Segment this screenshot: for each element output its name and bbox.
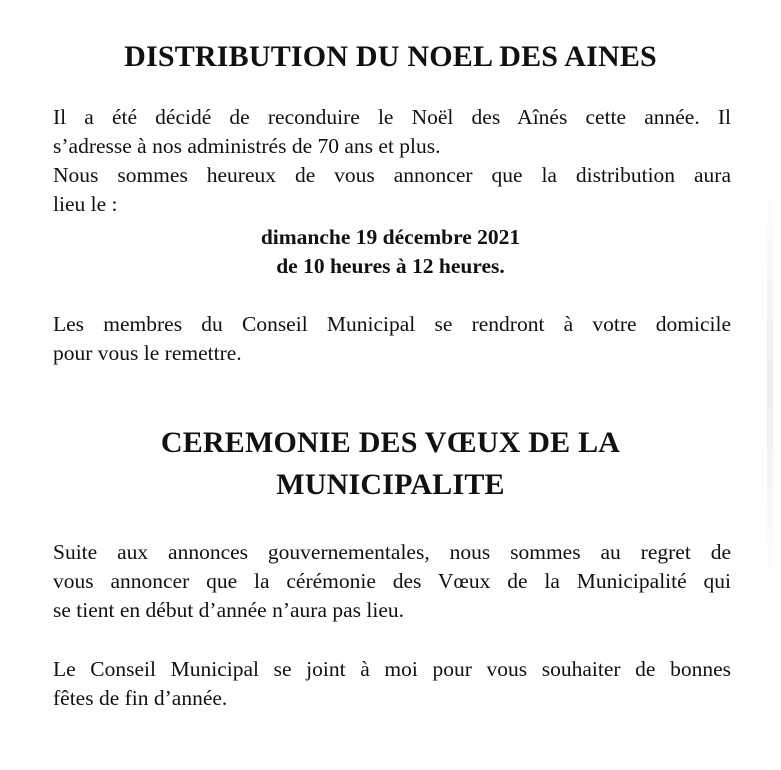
- event-schedule: [0, 223, 781, 281]
- paragraph-noel-delivery: [53, 310, 731, 368]
- event-hours: de 10 heures à 12 heures.: [276, 254, 505, 278]
- text-line: Nous sommes heureux de vous annoncer que la distribution aura: [53, 163, 731, 187]
- text-line: Les membres du Conseil Municipal se rendront à votre domicile: [53, 312, 731, 336]
- text-line: Suite aux annonces gouvernementales, nous sommes au regret de: [53, 540, 731, 564]
- text-line: Il a été décidé de reconduire le Noël des Aînés cette année. Il: [53, 105, 731, 129]
- text-line: s’adresse à nos administrés de 70 ans et plus.: [53, 134, 441, 158]
- paragraph-noel-intro: [53, 103, 731, 219]
- text-line: vous annoncer que la cérémonie des Vœux de la Municipalité qui: [53, 569, 731, 593]
- scan-edge-shadow: [767, 180, 773, 590]
- text-line: lieu le :: [53, 192, 118, 216]
- event-date: dimanche 19 décembre 2021: [260, 225, 521, 249]
- title-line: CEREMONIE DES VŒUX DE LA: [160, 426, 621, 459]
- text-line: pour vous le remettre.: [53, 341, 242, 365]
- paragraph-season-greetings: [53, 655, 731, 713]
- section-title-ceremonie-voeux: [0, 422, 781, 506]
- text-line: se tient en début d’année n’aura pas lieu.: [53, 598, 405, 622]
- title-line: MUNICIPALITE: [276, 468, 505, 501]
- text-line: fêtes de fin d’année.: [53, 686, 228, 710]
- text-line: Le Conseil Municipal se joint à moi pour vous souhaiter de bonnes: [53, 657, 731, 681]
- paragraph-voeux-cancelled: [53, 538, 731, 625]
- section-title-noel-aines: DISTRIBUTION DU NOEL DES AINES: [124, 40, 657, 73]
